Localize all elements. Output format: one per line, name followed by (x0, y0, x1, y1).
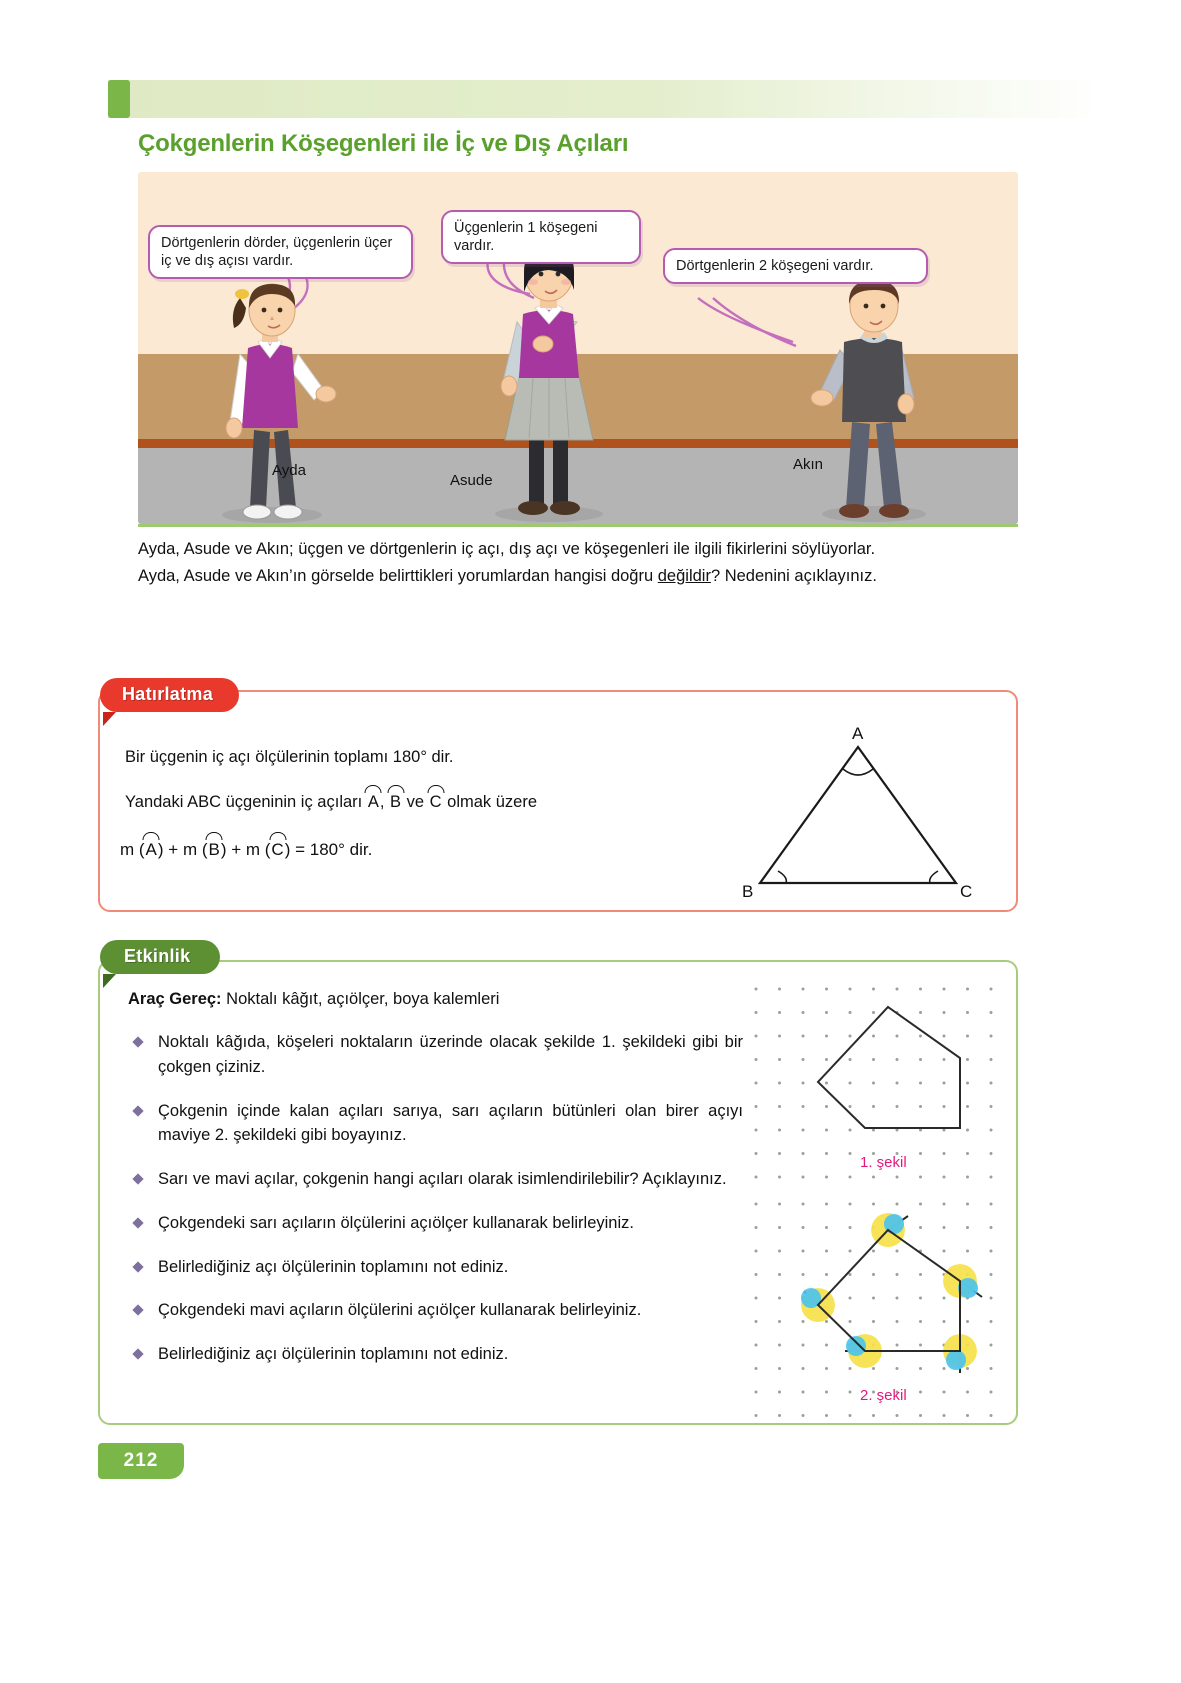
speech-bubble-ayda: Dörtgenlerin dörder, üçgenlerin üçer iç ve dış açısı vardır. (148, 225, 413, 279)
activity-tag-notch (103, 974, 116, 988)
character-ayda (200, 282, 340, 524)
name-label-ayda: Ayda (272, 462, 306, 479)
angle-b-hat: B (390, 793, 402, 811)
list-item (128, 1255, 743, 1280)
triangle-vertex-a: A (852, 725, 864, 743)
formula-p3: ) = 180° dir. (284, 840, 373, 859)
formula-m2: m ( (182, 840, 208, 859)
figure-2-dotted-grid (752, 1200, 1010, 1422)
character-akin (796, 280, 946, 524)
activity-materials-value: Noktalı kâğıt, açıölçer, boya kalemleri (221, 990, 500, 1008)
list-item (128, 1298, 743, 1323)
figure-1-dotted-grid (752, 985, 1010, 1190)
figure-2-caption: 2. şekil (860, 1387, 907, 1404)
angle-a-hat: A (367, 793, 379, 811)
formula-angle-a: A (145, 840, 157, 859)
triangle-vertex-b: B (742, 882, 754, 901)
intro-paragraph (138, 536, 1023, 589)
activity-step-text: Noktalı kâğıda, köşeleri noktaların üzerinde olacak şekilde 1. şekildeki gibi bir çokgen çiziniz. (158, 1033, 743, 1076)
paragraph-line2-before: Ayda, Asude ve Akın’ın görselde belirttikleri yorumlardan hangisi doğru (138, 566, 658, 585)
triangle-diagram (740, 725, 990, 905)
activity-materials (128, 990, 499, 1009)
bullet-diamond-icon (132, 1173, 143, 1184)
paragraph-line2-after: ? Nedenini açıklayınız. (710, 566, 877, 585)
list-item (128, 1099, 743, 1149)
list-item (128, 1167, 743, 1192)
name-label-akin: Akın (793, 456, 824, 473)
intro-paragraph-line2 (138, 563, 1023, 590)
formula-p1: ) + (157, 840, 183, 859)
reminder-line2-b: , (379, 793, 390, 811)
bullet-diamond-icon (132, 1305, 143, 1316)
header-green-tab (108, 80, 130, 118)
formula-m3: m ( (245, 840, 271, 859)
reminder-tag-notch (103, 712, 116, 726)
character-asude (473, 244, 623, 524)
page-number: 212 (98, 1443, 184, 1479)
activity-step-text: Çokgenin içinde kalan açıları sarıya, sarı açıların bütünleri olan birer açıyı maviye 2. şekildeki gibi boyayınız. (158, 1101, 743, 1145)
bullet-diamond-icon (132, 1105, 143, 1116)
reminder-formula (120, 840, 372, 860)
triangle-vertex-c: C (960, 882, 973, 901)
header-band (108, 80, 1103, 118)
activity-step-text: Çokgendeki mavi açıların ölçülerini açıölçer kullanarak belirleyiniz. (158, 1301, 642, 1320)
speech-bubble-asude: Üçgenlerin 1 köşegeni vardır. (441, 210, 641, 264)
list-item (128, 1211, 743, 1236)
page-title: Çokgenlerin Köşegenleri ile İç ve Dış Açıları (138, 130, 629, 157)
speech-bubble-akin: Dörtgenlerin 2 köşegeni vardır. (663, 248, 928, 284)
paragraph-line2-emphasis: değildir (657, 566, 711, 585)
activity-step-text: Çokgendeki sarı açıların ölçülerini açıölçer kullanarak belirleyiniz. (158, 1213, 634, 1232)
reminder-line2-d: olmak üzere (442, 793, 538, 811)
reminder-line-1: Bir üçgenin iç açı ölçülerinin toplamı 180° dir. (125, 748, 454, 766)
name-label-asude: Asude (450, 472, 493, 489)
list-item (128, 1030, 743, 1080)
bullet-diamond-icon (132, 1217, 143, 1228)
reminder-line-2 (125, 793, 537, 812)
scene-underline (138, 524, 1018, 527)
intro-paragraph-line1: Ayda, Asude ve Akın; üçgen ve dörtgenlerin iç açı, dış açı ve köşegenleri ile ilgili fikirlerini söylüyorlar. (138, 540, 876, 558)
illustration-scene (138, 172, 1018, 524)
list-item (128, 1342, 743, 1367)
formula-m1: m ( (120, 840, 145, 859)
reminder-tag: Hatırlatma (100, 678, 239, 712)
reminder-line2-a: Yandaki ABC üçgeninin iç açıları (125, 793, 367, 811)
angle-c-hat: C (429, 793, 442, 811)
bullet-diamond-icon (132, 1261, 143, 1272)
activity-tag: Etkinlik (100, 940, 220, 974)
activity-steps-list (128, 1030, 743, 1386)
activity-materials-label: Araç Gereç: (128, 990, 222, 1008)
formula-angle-c: C (271, 840, 284, 859)
formula-p2: ) + (220, 840, 246, 859)
activity-step-text: Sarı ve mavi açılar, çokgenin hangi açıları olarak isimlendirilebilir? Açıklayınız. (158, 1170, 727, 1188)
reminder-line2-c: ve (402, 793, 429, 811)
bullet-diamond-icon (132, 1036, 143, 1047)
formula-angle-b: B (208, 840, 220, 859)
activity-step-text: Belirlediğiniz açı ölçülerinin toplamını not ediniz. (158, 1257, 509, 1276)
figure-1-caption: 1. şekil (860, 1154, 907, 1171)
bullet-diamond-icon (132, 1348, 143, 1359)
activity-step-text: Belirlediğiniz açı ölçülerinin toplamını not ediniz. (158, 1345, 509, 1363)
